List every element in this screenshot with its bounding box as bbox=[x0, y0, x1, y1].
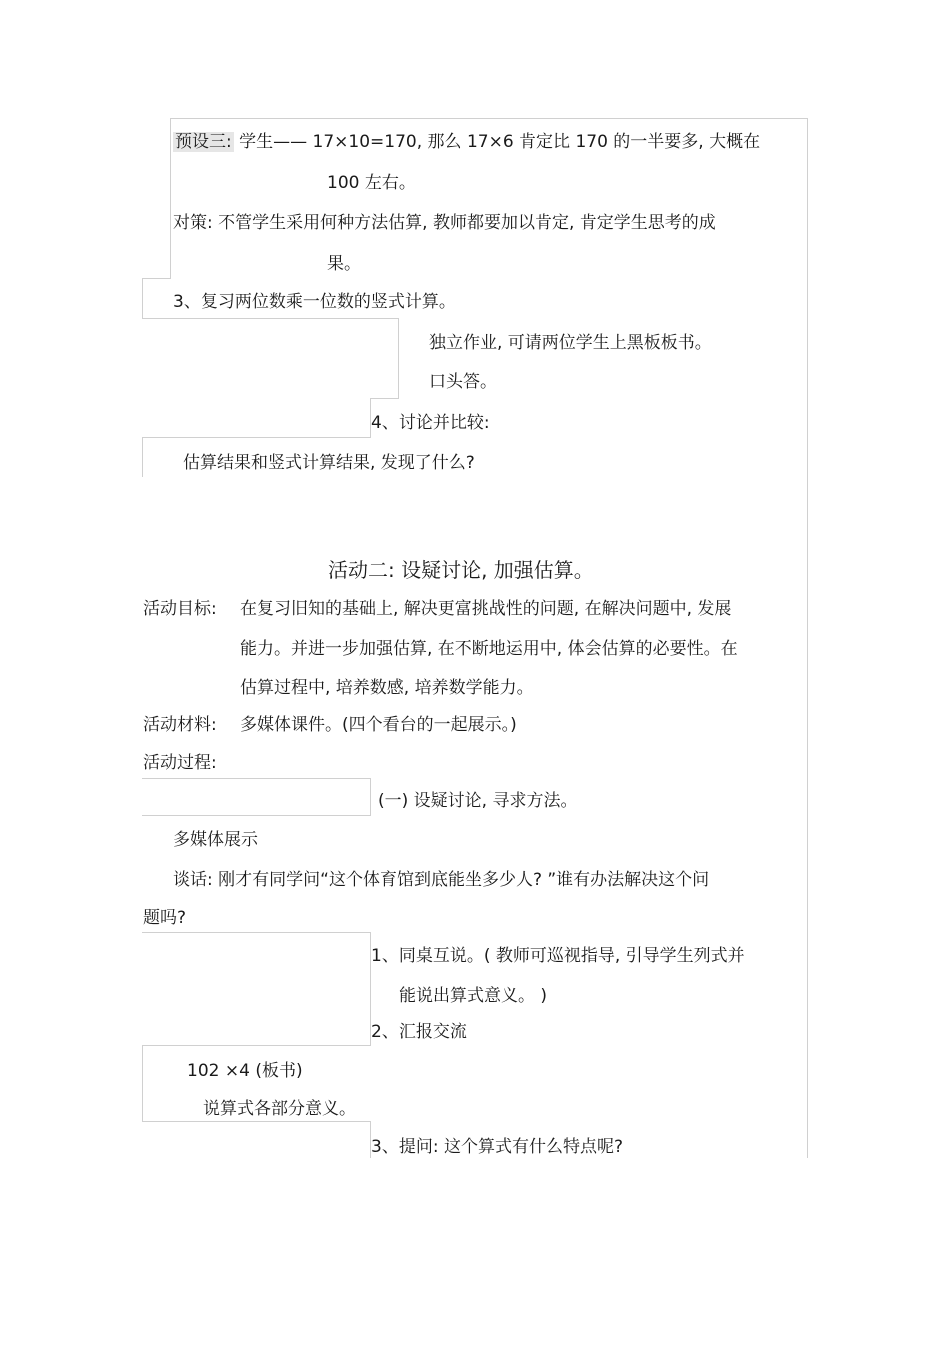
text-line: 多媒体展示 bbox=[173, 830, 258, 850]
table-border bbox=[142, 1045, 143, 1121]
table-border bbox=[142, 437, 371, 438]
table-border bbox=[170, 118, 808, 119]
table-border bbox=[142, 318, 399, 319]
subsection-heading: (一) 设疑讨论, 寻求方法。 bbox=[378, 791, 578, 811]
process-label: 活动过程: bbox=[143, 753, 217, 773]
section-heading: 活动二: 设疑讨论, 加强估算。 bbox=[328, 558, 594, 582]
text-line: 谈话: 刚才有同学问“这个体育馆到底能坐多少人? ”谁有办法解决这个问 bbox=[173, 870, 710, 890]
preset-three-line bbox=[173, 131, 760, 153]
table-border bbox=[170, 118, 171, 278]
table-border bbox=[142, 437, 143, 477]
table-border bbox=[142, 1121, 371, 1122]
table-border bbox=[398, 318, 399, 398]
text-line: 能说出算式意义。 ) bbox=[399, 986, 548, 1006]
step-4-discuss: 4、讨论并比较: bbox=[371, 413, 490, 433]
text-line: 多媒体课件。(四个看台的一起展示。) bbox=[240, 715, 517, 735]
table-border bbox=[142, 278, 143, 318]
table-border bbox=[142, 815, 371, 816]
preset-three-text: 学生—— 17×10=170, 那么 17×6 肯定比 170 的一半要多, 大概在 bbox=[233, 132, 761, 152]
text-line: 3、提问: 这个算式有什么特点呢? bbox=[371, 1137, 623, 1157]
table-border bbox=[142, 932, 371, 933]
text-line: 在复习旧知的基础上, 解决更富挑战性的问题, 在解决问题中, 发展 bbox=[240, 599, 732, 619]
text-line: 1、同桌互说。( 教师可巡视指导, 引导学生列式并 bbox=[371, 946, 745, 966]
text-line: 对策: 不管学生采用何种方法估算, 教师都要加以肯定, 肯定学生思考的成 bbox=[173, 213, 716, 233]
text-line: 2、汇报交流 bbox=[371, 1022, 467, 1042]
text-line: 估算过程中, 培养数感, 培养数学能力。 bbox=[240, 678, 534, 698]
text-line: 口头答。 bbox=[429, 372, 497, 392]
table-border bbox=[142, 1045, 371, 1046]
table-border bbox=[142, 278, 171, 279]
table-border bbox=[807, 118, 808, 1158]
preset-three-label: 预设三: bbox=[175, 132, 232, 152]
text-line: 估算结果和竖式计算结果, 发现了什么? bbox=[183, 453, 475, 473]
text-line: 100 左右。 bbox=[327, 173, 416, 193]
text-line: 独立作业, 可请两位学生上黑板板书。 bbox=[429, 333, 712, 353]
table-border bbox=[370, 778, 371, 815]
step-3-review: 3、复习两位数乘一位数的竖式计算。 bbox=[173, 292, 456, 312]
goal-label: 活动目标: bbox=[143, 599, 217, 619]
text-line: 能力。并进一步加强估算, 在不断地运用中, 体会估算的必要性。在 bbox=[240, 639, 738, 659]
text-line: 说算式各部分意义。 bbox=[203, 1099, 356, 1119]
table-border bbox=[142, 778, 371, 779]
material-label: 活动材料: bbox=[143, 715, 217, 735]
text-line: 题吗? bbox=[143, 908, 187, 928]
text-line: 果。 bbox=[327, 254, 361, 274]
table-border bbox=[370, 398, 399, 399]
equation: 102 ×4 (板书) bbox=[187, 1061, 303, 1081]
